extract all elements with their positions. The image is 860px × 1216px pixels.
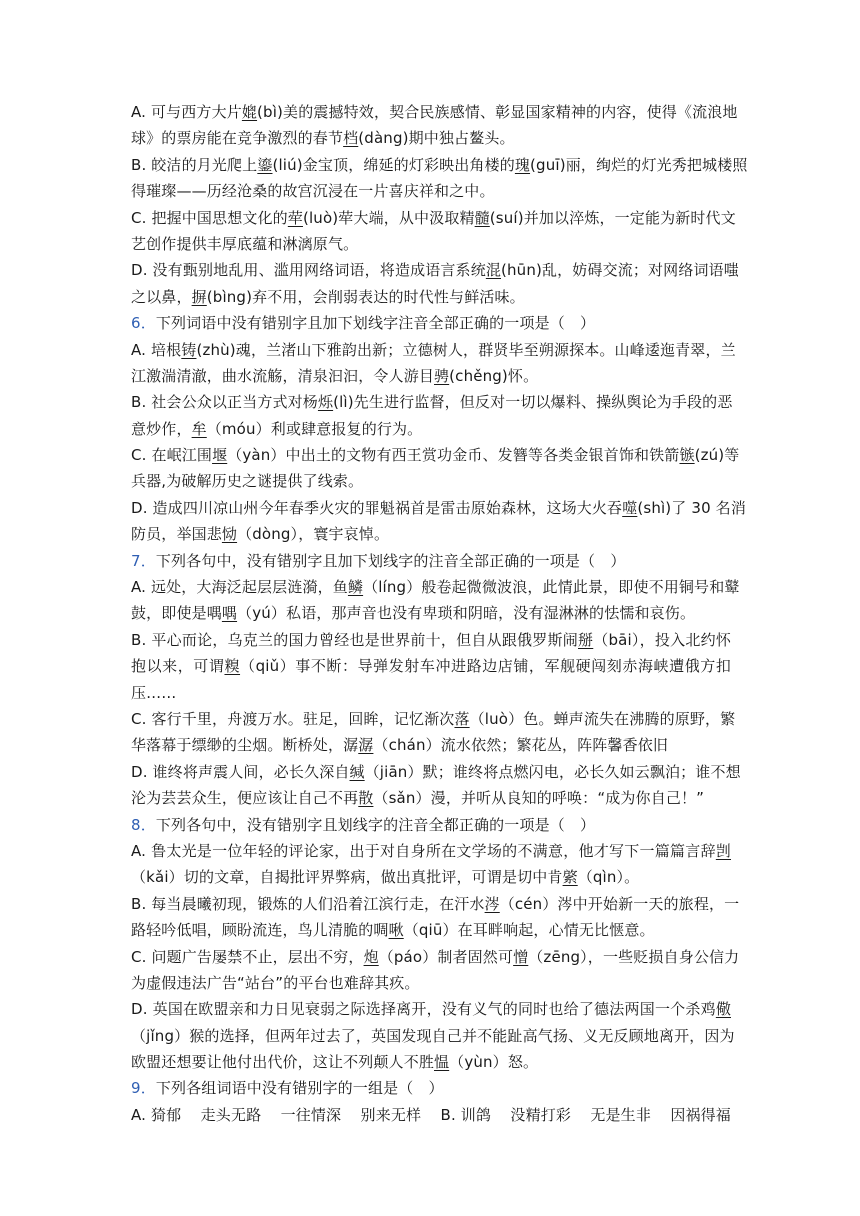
q8-stem: 8．下列各句中，没有错别字且划线字的注音全都正确的一项是（ ）: [131, 815, 596, 834]
q9-option-a-word3: 一往情深: [280, 1105, 342, 1124]
q9-option-b-word3: 无是生非: [590, 1105, 651, 1124]
q6-number: 6．: [131, 314, 156, 333]
q5-option-a-line2: 球》的票房能在竞争激烈的春节档(dàng)期中独占鳌头。: [131, 129, 515, 148]
q5-option-b-line2: 得璀璨——历经沧桑的故宫沉浸在一片喜庆祥和之中。: [131, 182, 495, 201]
q5-option-a-line1: A. 可与西方大片媲(bì)美的震撼特效，契合民族感情、彰显国家精神的内容，使得《流浪地: [131, 103, 738, 121]
q9-option-a-label: A. 猗郁: [131, 1105, 182, 1124]
q5-option-b-line1: B. 皎洁的月光爬上鎏(liú)金宝顶，绵延的灯彩映出角楼的瑰(guī)丽，绚烂的灯光秀把城楼照: [131, 155, 748, 174]
q9-option-b-label: B. 训鸽: [440, 1105, 492, 1124]
q7-option-b-line2: 抱以来，可谓糗（qiǔ）事不断：导弹发射车冲进路边店铺，军舰硬闯刻赤海峡遭俄方扣: [131, 657, 731, 676]
q8-option-a-line1: A. 鲁太光是一位年轻的评论家，出于对自身所在文学场的不满意，他才写下一篇篇言辞剀: [131, 841, 731, 860]
q8-option-d-line1: D. 英国在欧盟亲和力日见衰弱之际选择离开，没有义气的同时也给了德法两国一个杀鸡儆: [131, 1000, 731, 1019]
q9-number: 9．: [131, 1079, 156, 1098]
question-content: [131, 99, 748, 1128]
q6-stem: 6．下列词语中没有错别字且加下划线字注音全部正确的一项是（ ）: [131, 314, 596, 333]
q7-option-b-line1: B. 平心而论，乌克兰的国力曾经也是世界前十，但自从跟俄罗斯闹掰（bāi），投入北约怀: [131, 630, 731, 649]
q8-option-c-line1: C. 问题广告屡禁不止，层出不穷，炮（páo）制者固然可憎（zēng），一些贬损自身公信力: [131, 947, 740, 966]
q7-option-a-line1: A. 远处，大海泛起层层涟漪，鱼鳞（líng）般卷起微微波浪，此情此景，即使不用铜号和鼙: [131, 578, 740, 597]
q8-number: 8．: [131, 815, 156, 834]
q6-option-c-line1: C. 在岷江围堰（yàn）中出土的文物有西王赏功金币、发簪等各类金银首饰和铁箭镞(zú)等: [131, 446, 740, 465]
q6-option-c-line2: 兵器,为破解历史之谜提供了线索。: [131, 472, 364, 491]
q5-option-c-line1: C. 把握中国思想文化的荦(luò)荦大端，从中汲取精髓(suí)并加以淬炼，一定能为新时代文: [131, 208, 736, 227]
q7-option-c-line1: C. 客行千里，舟渡万水。驻足，回眸，记忆渐次落（luò）色。蝉声流失在沸腾的原野，繁: [131, 709, 736, 728]
q6-option-b-line1: B. 社会公众以正当方式对杨烁(lì)先生进行监督，但反对一切以爆料、操纵舆论为手段的恶: [131, 393, 733, 412]
q9-stem: 9．下列各组词语中没有错别字的一组是（ ）: [131, 1079, 444, 1098]
q9-option-a-word2: 走头无路: [200, 1105, 262, 1124]
q8-option-b-line1: B. 每当晨曦初现，锻炼的人们沿着江滨行走，在汗水涔（cén）涔中开始新一天的旅程，一: [131, 894, 740, 913]
q6-option-a-line2: 江激湍清澈，曲水流觞，清泉汩汩，令人游目骋(chěng)怀。: [131, 366, 539, 385]
q9-option-a-word4: 别来无样: [360, 1105, 422, 1124]
q7-option-a-line2: 鼓，即使是喁喁（yú）私语，那声音也没有卑琐和阴暗，没有湿淋淋的怯懦和哀伤。: [131, 604, 696, 623]
q9-option-b-word4: 因祸得福: [670, 1105, 731, 1124]
q5-option-d-line2: 之以鼻，摒(bìng)弃不用，会削弱表达的时代性与鲜活味。: [131, 287, 525, 306]
q8-option-a-line2: （kǎi）切的文章，自揭批评界弊病，做出真批评，可谓是切中肯綮（qìn）。: [131, 868, 640, 887]
q6-option-a-line1: A. 培根铸(zhù)魂，兰渚山下雅韵出新；立德树人，群贤毕至朔源探本。山峰逶迤青翠，兰: [131, 340, 736, 359]
q6-option-d-line2: 防员，举国悲恸（dòng），寰宇哀悼。: [131, 525, 390, 544]
q7-option-d-line1: D. 谁终将声震人间，必长久深自缄（jiān）默；谁终将点燃闪电，必长久如云飘泊；谁不想: [131, 762, 741, 781]
q8-option-d-line2: （jǐng）猴的选择，但两年过去了，英国发现自己并不能趾高气扬、义无反顾地离开，因为: [131, 1026, 735, 1045]
q9-options-row: [131, 1102, 731, 1128]
q8-option-b-line2: 路轻吟低唱，顾盼流连，鸟儿清脆的啁啾（qiū）在耳畔响起，心情无比惬意。: [131, 921, 655, 940]
q9-option-b-word2: 没精打彩: [510, 1105, 572, 1124]
q6-option-b-line2: 意炒作，牟（móu）利或肆意报复的行为。: [131, 419, 423, 438]
q7-number: 7．: [131, 551, 156, 570]
q7-option-b-line3: 压……: [131, 683, 177, 702]
q6-option-d-line1: D. 造成四川凉山州今年春季火灾的罪魁祸首是雷击原始森林，这场大火吞噬(shì)了 30 名消: [131, 498, 746, 517]
q5-option-d-line1: D. 没有甄别地乱用、滥用网络词语，将造成语言系统混(hūn)乱，妨碍交流；对网络词语嗤: [131, 261, 739, 280]
q7-stem: 7．下列各句中，没有错别字且加下划线字的注音全部正确的一项是（ ）: [131, 551, 626, 570]
q8-option-d-line3: 欧盟还想要让他付出代价，这让不列颠人不胜愠（yùn）怒。: [131, 1053, 539, 1072]
q7-option-c-line2: 华落幕于缥缈的尘烟。断桥处，潺潺（chán）流水依然；繁花丛，阵阵馨香依旧: [131, 736, 669, 755]
q8-option-c-line2: 为虚假违法广告“站台”的平台也难辞其疚。: [131, 973, 420, 992]
q7-option-d-line2: 沦为芸芸众生，便应该让自己不再散（sǎn）漫，并听从良知的呼唤：“成为你自己！”: [131, 789, 705, 808]
q5-option-c-line2: 艺创作提供丰厚底蕴和淋漓原气。: [131, 234, 359, 253]
